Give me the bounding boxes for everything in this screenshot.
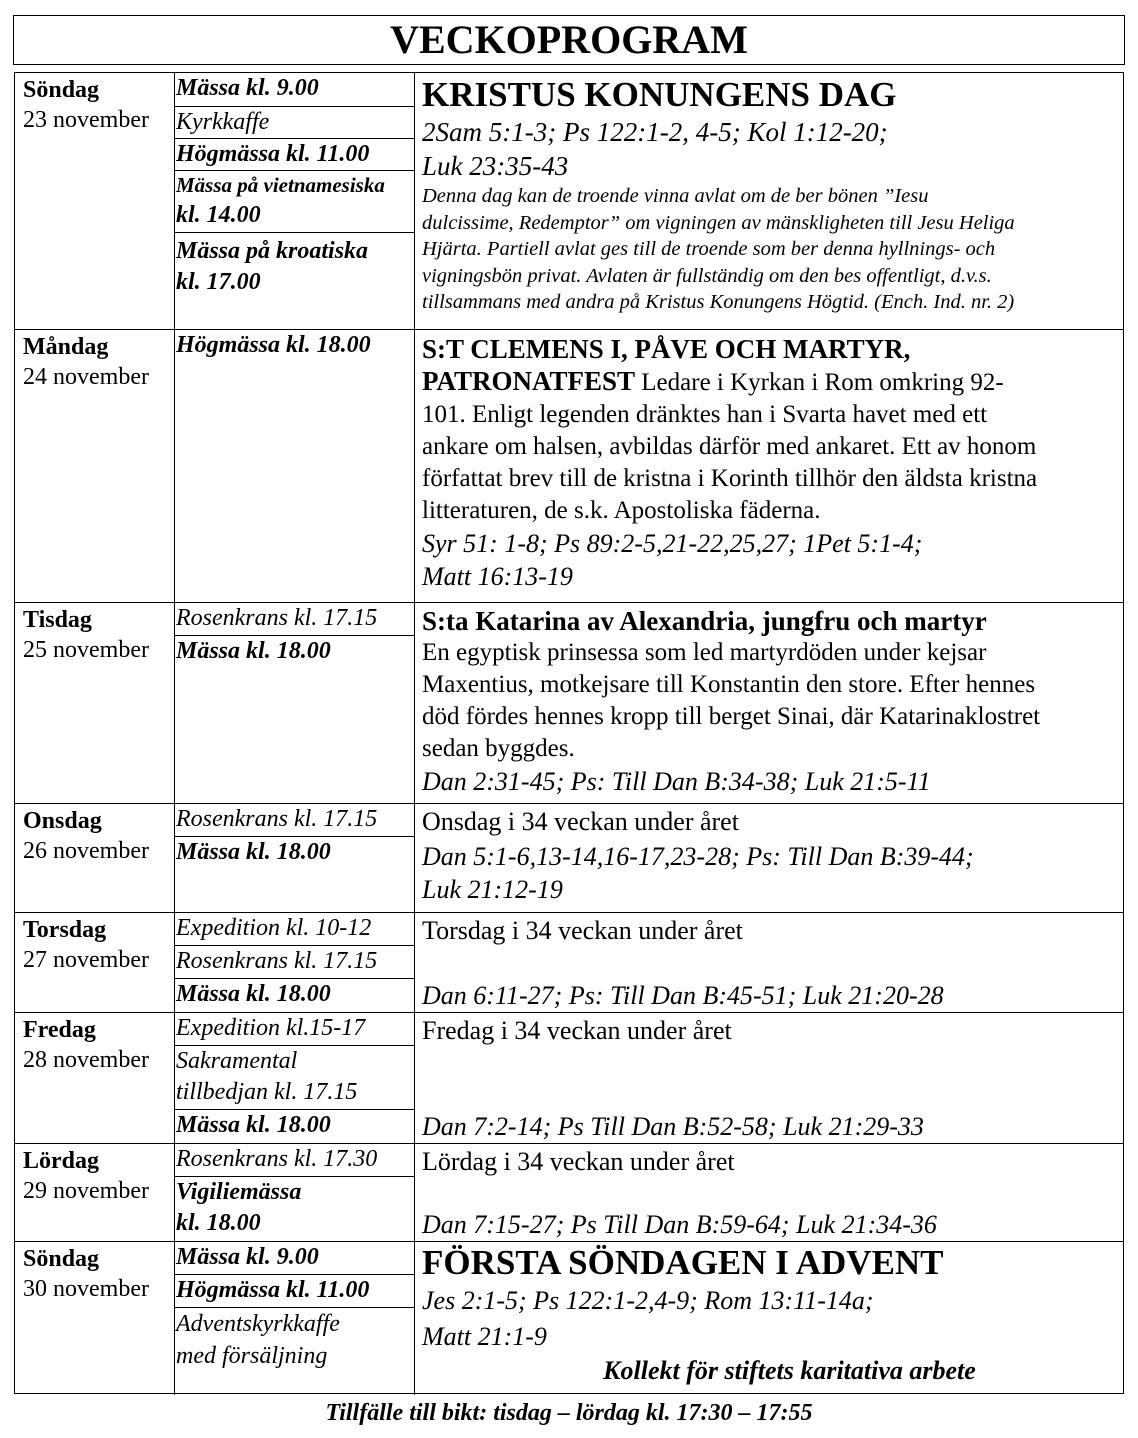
day-cell <box>15 1013 175 1143</box>
description-cell <box>415 1242 1123 1395</box>
text-line: sedan byggdes. <box>422 735 575 762</box>
day-name: Söndag <box>23 1246 100 1272</box>
event-item: Mässa kl. 9.00 <box>175 1242 414 1275</box>
description-cell <box>415 73 1123 329</box>
events-cell <box>175 1013 415 1143</box>
day-cell <box>15 73 175 329</box>
description-cell <box>415 804 1123 912</box>
event-item: Kyrkkaffe <box>175 107 414 139</box>
event-line: kl. 18.00 <box>176 1210 261 1236</box>
event-item: Högmässa kl. 18.00 <box>176 332 371 358</box>
event-line: kl. 17.00 <box>176 269 261 295</box>
feast-title: FÖRSTA SÖNDAGEN I ADVENT <box>422 1243 944 1282</box>
day-row-fredag <box>15 1013 1123 1144</box>
day-date: 29 november <box>23 1178 149 1204</box>
description-cell <box>415 1013 1123 1143</box>
event-item: Mässa kl. 18.00 <box>176 1112 331 1138</box>
note-line: Denna dag kan de troende vinna avlat om de ber bönen ”Iesu <box>422 185 929 207</box>
title-box <box>13 15 1125 65</box>
event-item <box>175 171 414 233</box>
day-heading: Lördag i 34 veckan under året <box>422 1147 735 1176</box>
readings-line: Luk 21:12-19 <box>422 875 563 904</box>
day-row-torsdag <box>15 913 1123 1013</box>
text-line: litteraturen, de s.k. Apostoliska fäderna. <box>422 497 821 524</box>
events-cell <box>175 603 415 803</box>
events-cell <box>175 73 415 329</box>
day-row-tisdag <box>15 603 1123 804</box>
note-line: Hjärta. Partiell avlat ges till de troende som ber denna hyllnings- och <box>422 238 996 260</box>
feast-title: S:T CLEMENS I, PÅVE OCH MARTYR, <box>422 334 911 364</box>
readings-line: Dan 5:1-6,13-14,16-17,23-28; Ps: Till Dan B:39-44; <box>422 842 974 871</box>
event-line: tillbedjan kl. 17.15 <box>176 1079 358 1105</box>
day-name: Måndag <box>23 334 109 360</box>
day-heading: Torsdag i 34 veckan under året <box>422 916 743 945</box>
event-line: kl. 14.00 <box>176 202 261 228</box>
text-line: En egyptisk prinsessa som led martyrdöden under kejsar <box>422 639 987 666</box>
events-cell <box>175 1144 415 1241</box>
day-cell <box>15 330 175 602</box>
description-cell <box>415 1144 1123 1241</box>
event-item: Rosenkrans kl. 17.15 <box>175 946 414 979</box>
text-line: Ledare i Kyrkan i Rom omkring 92- <box>635 369 1004 396</box>
text-line: ankare om halsen, avbildas därför med ankaret. Ett av honom <box>422 433 1037 460</box>
day-name: Söndag <box>23 77 100 103</box>
day-cell <box>15 804 175 912</box>
event-item: Mässa kl. 9.00 <box>175 73 414 107</box>
day-date: 24 november <box>23 364 149 390</box>
day-row-lordag <box>15 1144 1123 1242</box>
text-line <box>422 365 1117 399</box>
day-heading: Fredag i 34 veckan under året <box>422 1016 732 1045</box>
event-item: Mässa kl. 18.00 <box>176 981 331 1007</box>
readings-line: Matt 16:13-19 <box>422 562 573 591</box>
events-cell <box>175 804 415 912</box>
event-item <box>175 1177 414 1242</box>
note-line: dulcissime, Redemptor” om vigningen av mänskligheten till Jesu Heliga <box>422 211 1015 234</box>
text-line: författat brev till de kristna i Korinth tillhör den äldsta kristna <box>422 465 1038 492</box>
day-date: 25 november <box>23 637 149 663</box>
day-date: 27 november <box>23 947 149 973</box>
event-line: Mässa på kroatiska <box>176 238 369 264</box>
day-heading: Onsdag i 34 veckan under året <box>422 807 739 836</box>
note-line: vigningsbön privat. Avlaten är fullständig om den bes offentligt, d.v.s. <box>422 264 992 287</box>
readings-line: Dan 7:2-14; Ps Till Dan B:52-58; Luk 21:29-33 <box>422 1112 924 1141</box>
readings-line: Luk 23:35-43 <box>422 151 569 181</box>
day-name: Onsdag <box>23 808 102 834</box>
readings-line: Jes 2:1-5; Ps 122:1-2,4-9; Rom 13:11-14a; <box>422 1286 874 1315</box>
day-row-sondag-30 <box>15 1242 1123 1395</box>
description-cell <box>415 603 1123 803</box>
day-date: 26 november <box>23 838 149 864</box>
readings-line: Matt 21:1-9 <box>422 1322 547 1351</box>
event-line: Mässa på vietnamesiska <box>176 173 385 197</box>
day-name: Tisdag <box>23 607 92 633</box>
feast-title: PATRONATFEST <box>422 366 636 396</box>
day-row-mandag <box>15 330 1123 603</box>
schedule-table <box>14 72 1124 1394</box>
day-date: 28 november <box>23 1047 149 1073</box>
event-line: Adventskyrkkaffe <box>176 1311 340 1337</box>
day-date: 23 november <box>23 107 149 133</box>
collection-note: Kollekt för stiftets karitativa arbete <box>603 1356 976 1385</box>
event-line: med försäljning <box>176 1343 328 1369</box>
readings-line: Syr 51: 1-8; Ps 89:2-5,21-22,25,27; 1Pet 5:1-4; <box>422 529 923 558</box>
description-cell <box>415 330 1123 602</box>
event-item: Mässa kl. 18.00 <box>176 638 331 664</box>
event-item: Rosenkrans kl. 17.15 <box>175 804 414 837</box>
text-line: 101. Enligt legenden dränktes han i Svarta havet med ett <box>422 401 988 428</box>
event-line: Sakramental <box>176 1048 298 1074</box>
day-date: 30 november <box>23 1276 149 1302</box>
event-item: Expedition kl. 10-12 <box>175 913 414 946</box>
feast-title: S:ta Katarina av Alexandria, jungfru och martyr <box>422 606 987 636</box>
day-name: Lördag <box>23 1148 100 1174</box>
day-cell <box>15 1242 175 1395</box>
event-item <box>175 1308 414 1395</box>
page-title: VECKOPROGRAM <box>390 17 748 62</box>
event-item: Mässa kl. 18.00 <box>176 839 331 865</box>
readings-line: 2Sam 5:1-3; Ps 122:1-2, 4-5; Kol 1:12-20; <box>422 117 888 147</box>
description-cell <box>415 913 1123 1012</box>
event-item <box>175 233 414 330</box>
event-item <box>175 1046 414 1110</box>
day-row-onsdag <box>15 804 1123 913</box>
confession-note: Tillfälle till bikt: tisdag – lördag kl. 17:30 – 17:55 <box>325 1400 813 1426</box>
text-line: Maxentius, motkejsare till Konstantin den store. Efter hennes <box>422 671 1036 698</box>
readings-line: Dan 6:11-27; Ps: Till Dan B:45-51; Luk 21:20-28 <box>422 981 944 1010</box>
day-cell <box>15 913 175 1012</box>
event-item: Rosenkrans kl. 17.30 <box>175 1144 414 1177</box>
day-cell <box>15 1144 175 1241</box>
event-item: Expedition kl.15-17 <box>175 1013 414 1046</box>
event-item: Rosenkrans kl. 17.15 <box>175 603 414 636</box>
events-cell <box>175 913 415 1012</box>
day-cell <box>15 603 175 803</box>
event-item: Högmässa kl. 11.00 <box>175 139 414 171</box>
text-line: död fördes hennes kropp till berget Sinai, där Katarinaklostret <box>422 703 1041 730</box>
events-cell <box>175 1242 415 1395</box>
day-name: Torsdag <box>23 917 107 943</box>
event-item: Högmässa kl. 11.00 <box>175 1275 414 1308</box>
readings-line: Dan 7:15-27; Ps Till Dan B:59-64; Luk 21:34-36 <box>422 1210 937 1239</box>
note-line: tillsammans med andra på Kristus Konungens Högtid. (Ench. Ind. nr. 2) <box>422 291 1015 313</box>
readings-line: Dan 2:31-45; Ps: Till Dan B:34-38; Luk 21:5-11 <box>422 767 931 796</box>
day-name: Fredag <box>23 1017 96 1043</box>
feast-title: KRISTUS KONUNGENS DAG <box>422 75 897 114</box>
event-line: Vigiliemässa <box>176 1179 302 1205</box>
events-cell <box>175 330 415 602</box>
day-row-sondag-23 <box>15 73 1123 330</box>
